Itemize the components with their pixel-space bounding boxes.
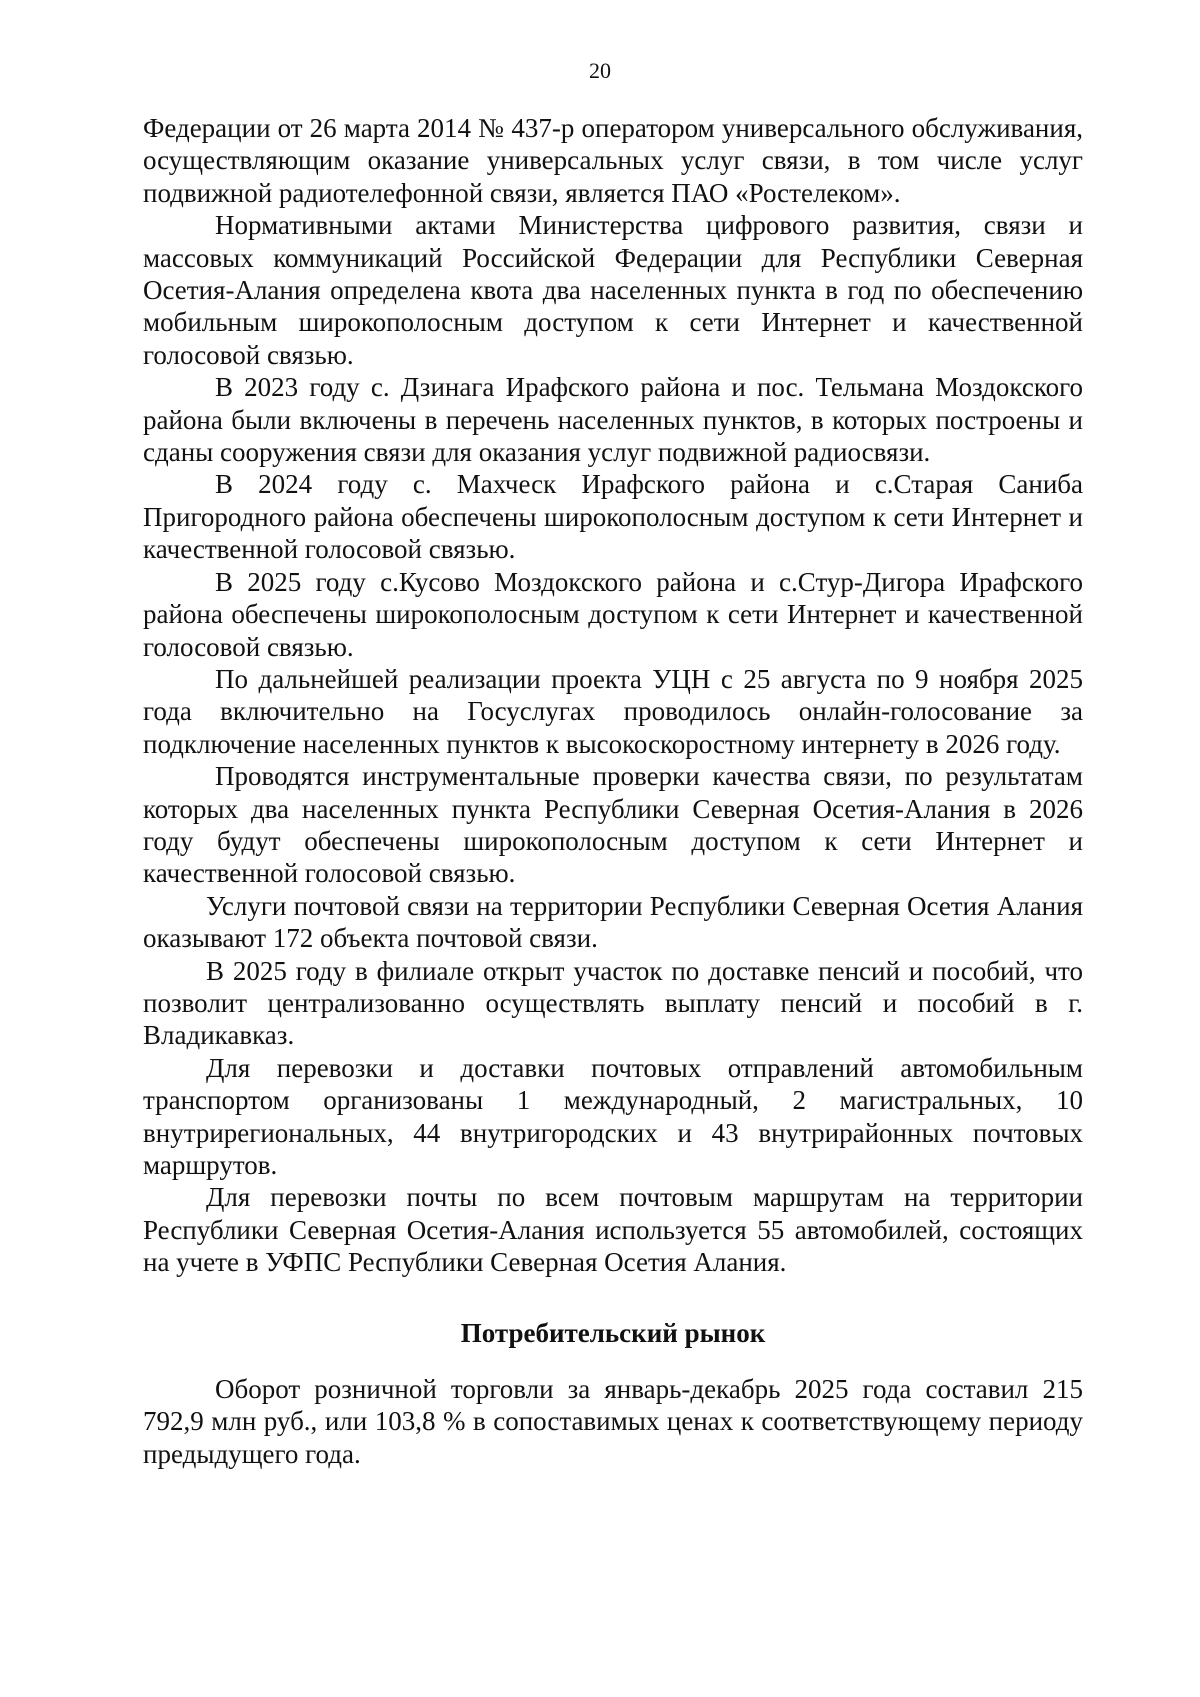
page-number: 20: [589, 58, 611, 83]
section-heading-consumer-market: Потребительский рынок: [460, 1317, 766, 1348]
paragraph-vehicles: Для перевозки почты по всем почтовым маршрутам на территории Республики Северная Осетия-Алания используется 55 автомобилей, состоящих на учете в УФПС Республики Северная Осетия Алания.: [143, 1182, 1083, 1278]
paragraph-continuation: Федерации от 26 марта 2014 № 437-р оператором универсального обслуживания, осуществляющим оказание универсальных услуг связи, в том числе услуг подвижной радиотелефонной связи, является ПАО «Ростелеком».: [143, 113, 1083, 208]
paragraph-2023: В 2023 году с. Дзинага Ирафского района и пос. Тельмана Моздокского района были включены в перечень населенных пунктов, в которых построены и сданы сооружения связи для оказания услуг подвижной радиосвязи.: [143, 372, 1083, 468]
paragraph-quota: Нормативными актами Министерства цифрового развития, связи и массовых коммуникаций Российской Федерации для Республики Северная Осетия-Алания определена квота два населенных пункта в год по обеспечению мобильным широкополосным доступом к сети Интернет и качественной голосовой связью.: [143, 210, 1083, 370]
paragraph-quality-checks: Проводятся инструментальные проверки качества связи, по результатам которых два населенных пункта Республики Северная Осетия-Алания в 2026 году будут обеспечены широкополосным доступом к сети Интернет и качественной голосовой связью.: [143, 761, 1083, 889]
paragraph-pension-delivery: В 2025 году в филиале открыт участок по доставке пенсий и пособий, что позволит централизованно осуществлять выплату пенсий и пособий в г. Владикавказ.: [143, 955, 1083, 1051]
paragraph-ucn-voting: По дальнейшей реализации проекта УЦН с 25 августа по 9 ноября 2025 года включительно на Госуслугах проводилось онлайн-голосование за подключение населенных пунктов к высокоскоростному интернету в 2026 году.: [143, 663, 1083, 759]
paragraph-2025: В 2025 году с.Кусово Моздокского района и с.Стур-Дигора Ирафского района обеспечены широкополосным доступом к сети Интернет и качественной голосовой связью.: [143, 566, 1083, 662]
paragraph-2024: В 2024 году с. Махческ Ирафского района и с.Старая Саниба Пригородного района обеспечены широкополосным доступом к сети Интернет и качественной голосовой связью.: [143, 469, 1083, 565]
document-body: [143, 112, 1083, 1470]
paragraph-postal-objects: Услуги почтовой связи на территории Республики Северная Осетия Алания оказывают 172 объекта почтовой связи.: [143, 890, 1083, 954]
paragraph-postal-routes: Для перевозки и доставки почтовых отправлений автомобильным транспортом организованы 1 международный, 2 магистральных, 10 внутрирегиональных, 44 внутригородских и 43 внутрирайонных почтовых маршрутов.: [143, 1052, 1083, 1180]
paragraph-retail-turnover: Оборот розничной торговли за январь-декабрь 2025 года составил 215 792,9 млн руб., или 103,8 % в сопоставимых ценах к соответствующему периоду предыдущего года.: [143, 1374, 1083, 1469]
